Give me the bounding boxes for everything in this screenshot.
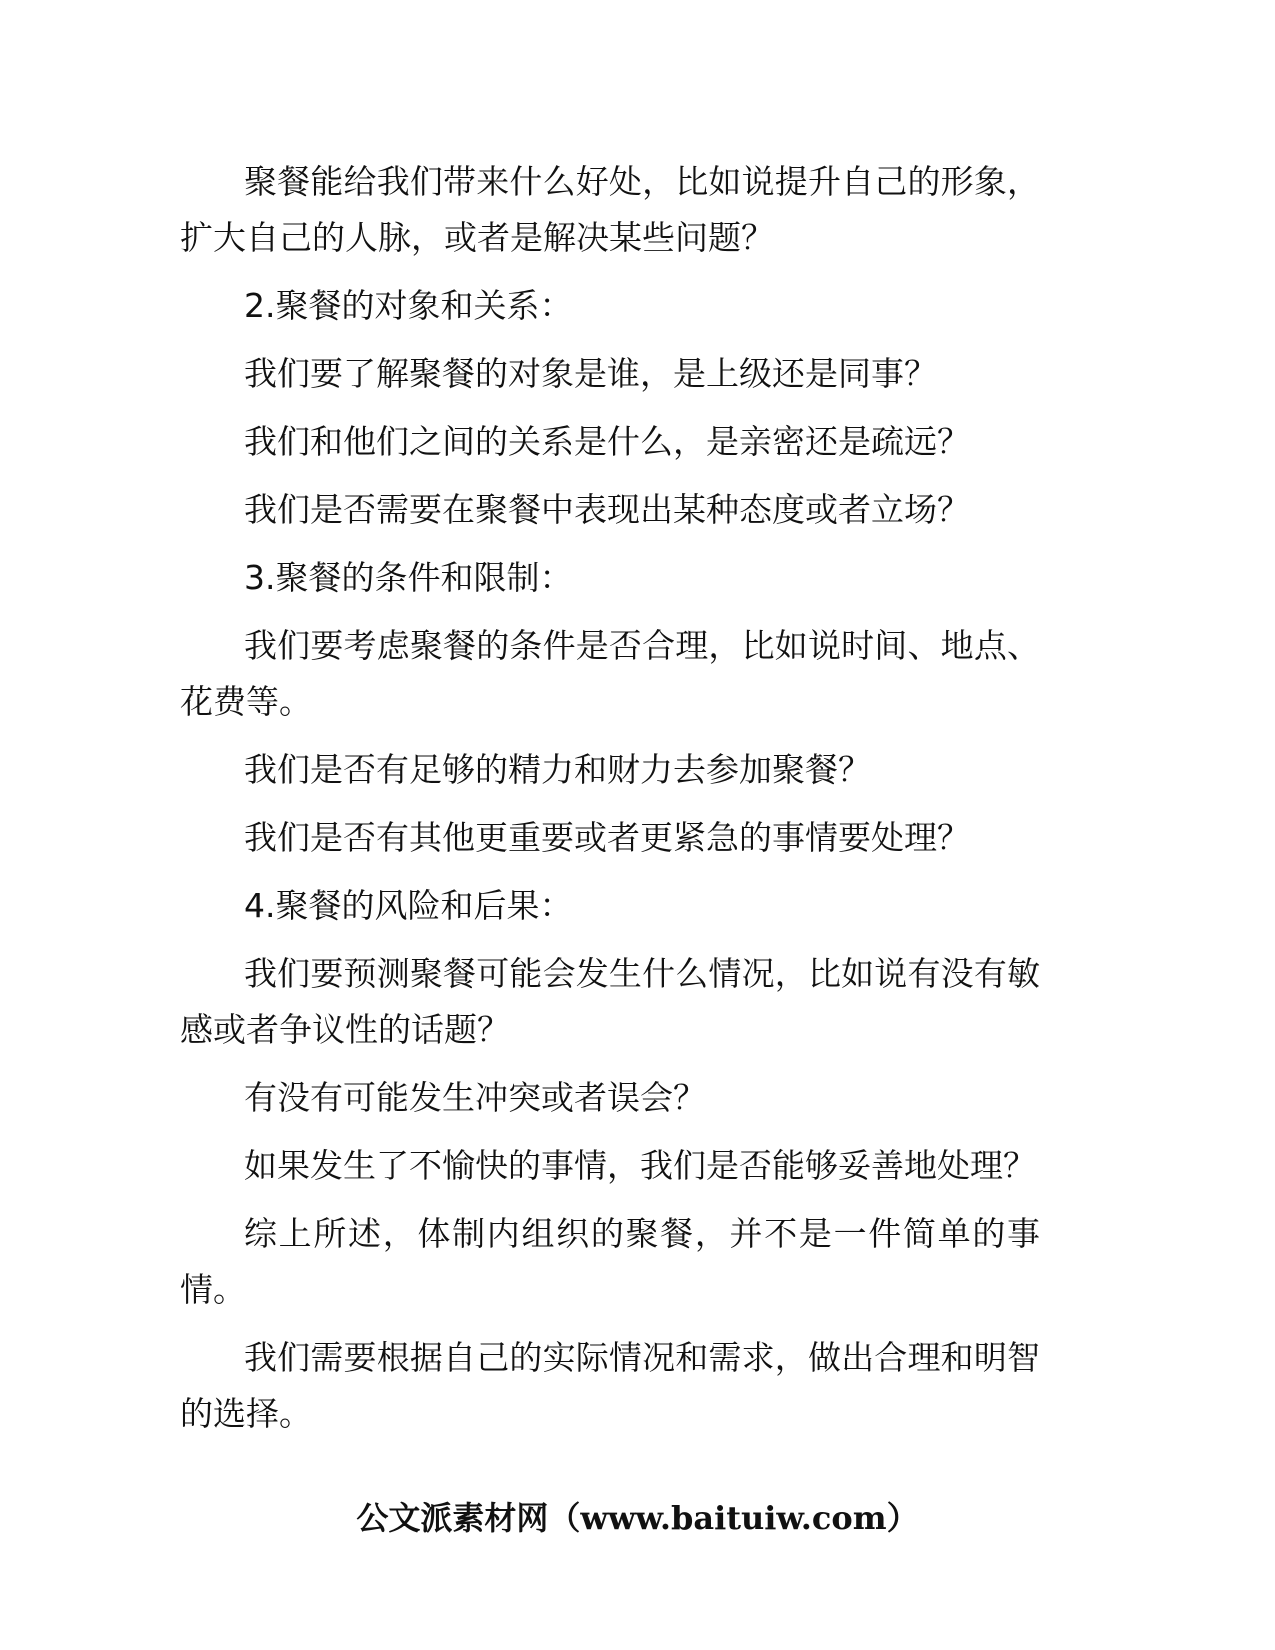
- section-heading: 3.聚餐的条件和限制：: [244, 558, 573, 597]
- paragraph: 我们是否有其他更重要或者更紧急的事情要处理？: [244, 818, 970, 857]
- paragraph: 综上所述，体制内组织的聚餐，并不是一件简单的事情。: [180, 1214, 1040, 1309]
- paragraph: 如果发生了不愉快的事情，我们是否能够妥善地处理？: [244, 1146, 1036, 1185]
- document-body: [180, 154, 1040, 1454]
- paragraph: 我们要预测聚餐可能会发生什么情况，比如说有没有敏感或者争议性的话题？: [180, 954, 1040, 1049]
- section-heading: 4.聚餐的风险和后果：: [244, 886, 573, 925]
- paragraph: 我们和他们之间的关系是什么，是亲密还是疏远？: [244, 422, 970, 461]
- paragraph: 我们是否有足够的精力和财力去参加聚餐？: [244, 750, 871, 789]
- paragraph: 聚餐能给我们带来什么好处，比如说提升自己的形象，扩大自己的人脉，或者是解决某些问题？: [180, 162, 1040, 257]
- section-heading: 2.聚餐的对象和关系：: [244, 286, 573, 325]
- page-footer: 公文派素材网（www.baituiw.com）: [356, 1499, 919, 1537]
- paragraph: 我们是否需要在聚餐中表现出某种态度或者立场？: [244, 490, 970, 529]
- paragraph: 有没有可能发生冲突或者误会？: [244, 1078, 706, 1117]
- paragraph: 我们要了解聚餐的对象是谁，是上级还是同事？: [244, 354, 937, 393]
- paragraph: 我们需要根据自己的实际情况和需求，做出合理和明智的选择。: [180, 1338, 1040, 1433]
- paragraph: 我们要考虑聚餐的条件是否合理，比如说时间、地点、花费等。: [180, 626, 1040, 721]
